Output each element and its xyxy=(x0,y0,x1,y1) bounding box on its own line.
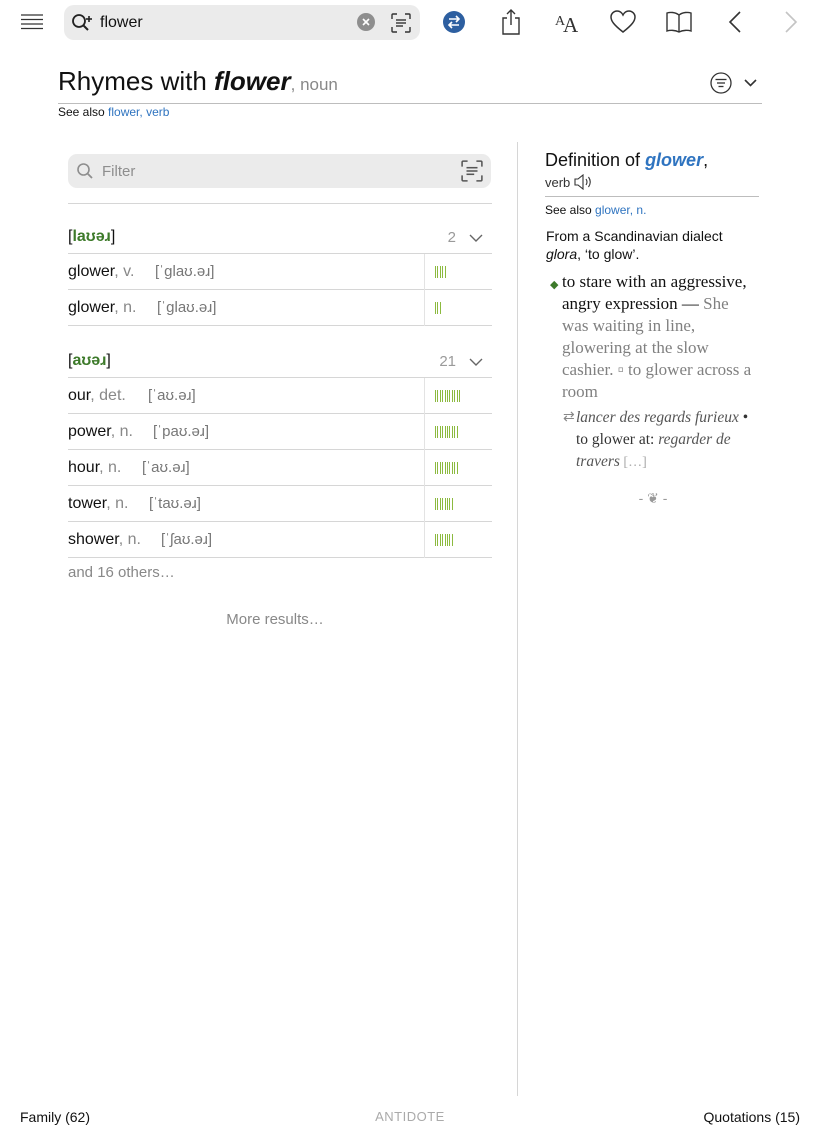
ornament-divider: - ❦ - xyxy=(638,490,668,506)
diamond-bullet-icon: ◆ xyxy=(550,279,559,291)
toolbar xyxy=(0,0,820,46)
frequency-bar xyxy=(447,462,448,474)
frequency-bar xyxy=(457,462,458,474)
frequency-bar xyxy=(440,390,441,402)
frequency-bar xyxy=(437,462,438,474)
ipa: [ˈglaʊ.əɹ] xyxy=(157,299,217,316)
frequency-bars xyxy=(435,390,460,402)
frequency-bar xyxy=(442,534,443,546)
frequency-bar xyxy=(440,302,441,314)
frequency-bar xyxy=(452,426,453,438)
group-count: 2 xyxy=(447,229,456,246)
svg-text:A: A xyxy=(563,13,579,34)
frequency-bar xyxy=(449,390,450,402)
frequency-bar xyxy=(440,498,441,510)
frequency-bar xyxy=(445,390,446,402)
frequency-bar xyxy=(435,426,436,438)
filter-placeholder: Filter xyxy=(102,163,136,180)
forward-arrow-icon[interactable] xyxy=(775,6,807,38)
rhyme-row[interactable]: glower, v. [ˈglaʊ.əɹ] xyxy=(68,254,492,290)
page-title: Rhymes with flower, noun xyxy=(58,66,338,96)
frequency-bar xyxy=(435,462,436,474)
definition-title: Definition of glower, xyxy=(545,150,709,170)
search-plus-icon[interactable] xyxy=(68,9,96,37)
frequency-bar xyxy=(449,426,450,438)
font-size-icon[interactable] xyxy=(551,6,583,38)
chevron-down-icon xyxy=(468,231,484,245)
magnifier-icon xyxy=(76,162,94,180)
frequency-bar xyxy=(442,498,443,510)
frequency-bar xyxy=(447,534,448,546)
ipa: [ˈpaʊ.əɹ] xyxy=(153,423,210,440)
frequency-bar xyxy=(447,498,448,510)
chevron-down-icon xyxy=(468,355,484,369)
more-results-button[interactable]: More results… xyxy=(226,611,324,628)
frequency-bar xyxy=(452,462,453,474)
frequency-bar xyxy=(435,390,436,402)
swap-direction-icon[interactable] xyxy=(438,6,470,38)
frequency-bar xyxy=(442,266,443,278)
translation: ⇄ lancer des regards furieux • to glower at: regarder de travers […] xyxy=(563,409,749,470)
speaker-icon[interactable] xyxy=(574,174,594,190)
rhyme-row[interactable]: glower, n. [ˈglaʊ.əɹ] xyxy=(68,290,492,326)
favorite-heart-icon[interactable] xyxy=(607,6,639,38)
frequency-bar xyxy=(437,534,438,546)
search-bar[interactable] xyxy=(64,5,420,40)
frequency-bar xyxy=(437,302,438,314)
filter-lines-icon xyxy=(710,70,762,96)
divider xyxy=(545,196,759,197)
frequency-bar xyxy=(457,390,458,402)
frequency-bar xyxy=(442,426,443,438)
etymology: From a Scandinavian dialect glora, ‘to glow’. xyxy=(546,228,723,262)
frequency-bar xyxy=(454,390,455,402)
dictionary-book-icon[interactable] xyxy=(663,6,695,38)
frequency-bars xyxy=(435,462,458,474)
frequency-bar xyxy=(459,390,460,402)
frequency-bar xyxy=(437,498,438,510)
brand-label: ANTIDOTE xyxy=(375,1109,445,1124)
frequency-bar xyxy=(435,534,436,546)
rhyme-row[interactable]: our, det. [ˈaʊ.əɹ] xyxy=(68,378,492,414)
divider xyxy=(68,203,492,204)
share-icon[interactable] xyxy=(495,6,527,38)
definition-panel xyxy=(545,150,759,507)
frequency-bar xyxy=(440,266,441,278)
frequency-bars xyxy=(435,266,446,278)
title-word: flower xyxy=(214,66,291,96)
frequency-bar xyxy=(442,462,443,474)
rhyme-row[interactable]: shower, n. [ˈʃaʊ.əɹ] xyxy=(68,522,492,558)
frequency-bar xyxy=(454,462,455,474)
rhyme-row[interactable]: tower, n. [ˈtaʊ.əɹ] xyxy=(68,486,492,522)
group-count: 21 xyxy=(439,353,456,370)
frequency-bar xyxy=(454,426,455,438)
frequency-bar xyxy=(440,462,441,474)
display-options-button[interactable] xyxy=(710,70,762,96)
frequency-bar xyxy=(435,498,436,510)
title-pos: , noun xyxy=(290,75,338,94)
rhyme-row[interactable]: hour, n. [ˈaʊ.əɹ] xyxy=(68,450,492,486)
see-also-definition: See also glower, n. xyxy=(545,203,647,217)
filter-field[interactable] xyxy=(68,154,491,188)
frequency-bar xyxy=(437,390,438,402)
frequency-bar xyxy=(447,426,448,438)
frequency-bar xyxy=(435,266,436,278)
menu-icon[interactable] xyxy=(16,6,48,38)
frequency-bar xyxy=(457,426,458,438)
frequency-bar xyxy=(452,534,453,546)
frequency-bar xyxy=(447,390,448,402)
svg-text:A: A xyxy=(555,14,566,29)
ipa: [ˈglaʊ.əɹ] xyxy=(155,263,215,280)
see-also-link[interactable]: glower, n. xyxy=(595,203,647,217)
search-input[interactable] xyxy=(100,11,350,35)
back-arrow-icon[interactable] xyxy=(719,6,751,38)
frequency-bar xyxy=(445,498,446,510)
rhyme-group-header[interactable] xyxy=(68,346,492,378)
rhyme-group-header[interactable] xyxy=(68,222,492,254)
frequency-bar xyxy=(437,426,438,438)
definition-pos: verb xyxy=(545,174,571,190)
frequency-bar xyxy=(449,462,450,474)
rhyme-row[interactable]: power, n. [ˈpaʊ.əɹ] xyxy=(68,414,492,450)
definition-word[interactable]: glower xyxy=(645,150,704,170)
frequency-bar xyxy=(449,498,450,510)
clear-search-icon[interactable] xyxy=(357,13,375,31)
others-link[interactable]: and 16 others… xyxy=(68,564,175,581)
scan-text-icon xyxy=(461,160,483,182)
see-also-header: See also flower, verb xyxy=(58,105,170,119)
group-phonetic: [laʊəɹ] xyxy=(68,228,116,245)
frequency-bar xyxy=(440,426,441,438)
frequency-bar xyxy=(445,462,446,474)
definition-sense: ◆ to stare with an aggressive, angry expression — She was waiting in line, glowering at the slow cashier. ▫ to glower across a room xyxy=(550,272,752,401)
frequency-bars xyxy=(435,498,453,510)
translation-arrows-icon: ⇄ xyxy=(563,410,575,425)
scan-text-icon[interactable] xyxy=(389,11,413,35)
frequency-bar xyxy=(435,302,436,314)
page-header xyxy=(58,64,762,104)
ipa: [ˈaʊ.əɹ] xyxy=(142,459,190,476)
frequency-bars xyxy=(435,534,453,546)
frequency-bar xyxy=(452,498,453,510)
more-ellipsis[interactable]: […] xyxy=(619,455,647,470)
frequency-bar xyxy=(437,266,438,278)
panel-divider xyxy=(517,142,518,1096)
ipa: [ˈʃaʊ.əɹ] xyxy=(161,531,213,548)
frequency-bar xyxy=(445,266,446,278)
quotations-tab[interactable]: Quotations (15) xyxy=(703,1109,800,1125)
frequency-bars xyxy=(435,302,441,314)
frequency-bars xyxy=(435,426,458,438)
frequency-bar xyxy=(442,390,443,402)
group-phonetic: [aʊəɹ] xyxy=(68,352,111,369)
ipa: [ˈtaʊ.əɹ] xyxy=(149,495,201,512)
frequency-bar xyxy=(452,390,453,402)
family-tab[interactable]: Family (62) xyxy=(20,1109,91,1125)
frequency-bar xyxy=(449,534,450,546)
ipa: [ˈaʊ.əɹ] xyxy=(148,387,196,404)
example-text: She was waiting in line, glowering at the slow cashier. ▫ to glower across a room xyxy=(562,294,752,401)
see-also-link[interactable]: flower, verb xyxy=(108,105,170,119)
frequency-bar xyxy=(440,534,441,546)
frequency-bar xyxy=(445,534,446,546)
frequency-bar xyxy=(445,426,446,438)
